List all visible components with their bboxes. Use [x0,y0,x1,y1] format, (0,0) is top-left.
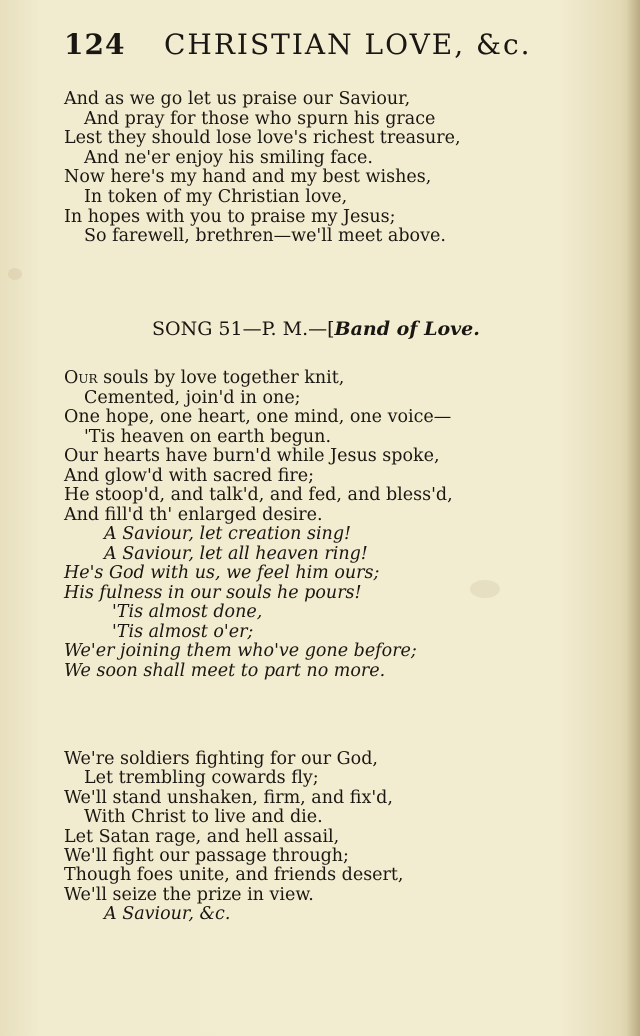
chorus-line: A Saviour, let all heaven ring! [104,543,368,564]
song-51-stanza-2 [64,750,584,925]
verse-line: So farewell, brethren—we'll meet above. [84,226,446,247]
chorus-line: His fulness in our souls he pours! [64,582,362,603]
verse-line: We'll seize the prize in view. [64,884,314,905]
tune-name: Band of Love. [334,318,480,340]
verse-line: One hope, one heart, one mind, one voice— [64,407,452,427]
chorus-line: 'Tis almost o'er; [112,621,254,642]
running-title: CHRISTIAN LOVE, &c. [164,28,532,61]
verse-line: Let trembling cowards fly; [84,768,319,789]
verse-line: Let Satan rage, and hell assail, [64,826,340,847]
verse-line: And ne'er enjoy his smiling face. [84,147,373,168]
verse-line: Lest they should lose love's richest treasure, [64,128,461,149]
page-number: 124 [64,28,126,61]
stanza-continued [64,90,584,247]
verse-line: With Christ to live and die. [84,807,323,828]
verse-line: We'll fight our passage through; [64,845,349,866]
chorus-line: A Saviour, let creation sing! [104,524,352,544]
verse-line: Our hearts have burn'd while Jesus spoke, [64,446,440,466]
verse-line: And glow'd with sacred fire; [64,465,314,486]
page-header [64,28,604,68]
verse-line: Our souls by love together knit, [64,368,345,388]
song-heading [152,318,480,340]
verse-line: In token of my Christian love, [84,186,348,207]
chorus-reference: A Saviour, &c. [104,904,231,925]
verse-line: Though foes unite, and friends desert, [64,865,404,886]
chorus-line: We soon shall meet to part no more. [64,660,386,681]
verse-line: He stoop'd, and talk'd, and fed, and bless'd, [64,485,453,505]
verse-line: And as we go let us praise our Saviour, [64,89,411,109]
song-51-stanza-1 [64,369,584,681]
verse-line: 'Tis heaven on earth begun. [84,426,332,447]
chorus-line: He's God with us, we feel him ours; [64,563,380,583]
verse-line: We're soldiers fighting for our God, [64,749,378,769]
verse-line: And pray for those who spurn his grace [84,108,436,129]
chorus-line: 'Tis almost done, [112,602,263,622]
drop-word: Our [64,368,98,388]
chorus-line: We'er joining them who've gone before; [64,641,417,661]
verse-line: We'll stand unshaken, firm, and fix'd, [64,787,393,808]
verse-line: Cemented, join'd in one; [84,387,301,408]
song-number: SONG 51—P. M.—[ [152,318,335,340]
verse-line: Now here's my hand and my best wishes, [64,167,432,188]
verse-line: In hopes with you to praise my Jesus; [64,206,396,227]
page-edge-shadow [626,0,640,1036]
verse-line: And fill'd th' enlarged desire. [64,504,323,525]
paper-stain [8,268,22,280]
